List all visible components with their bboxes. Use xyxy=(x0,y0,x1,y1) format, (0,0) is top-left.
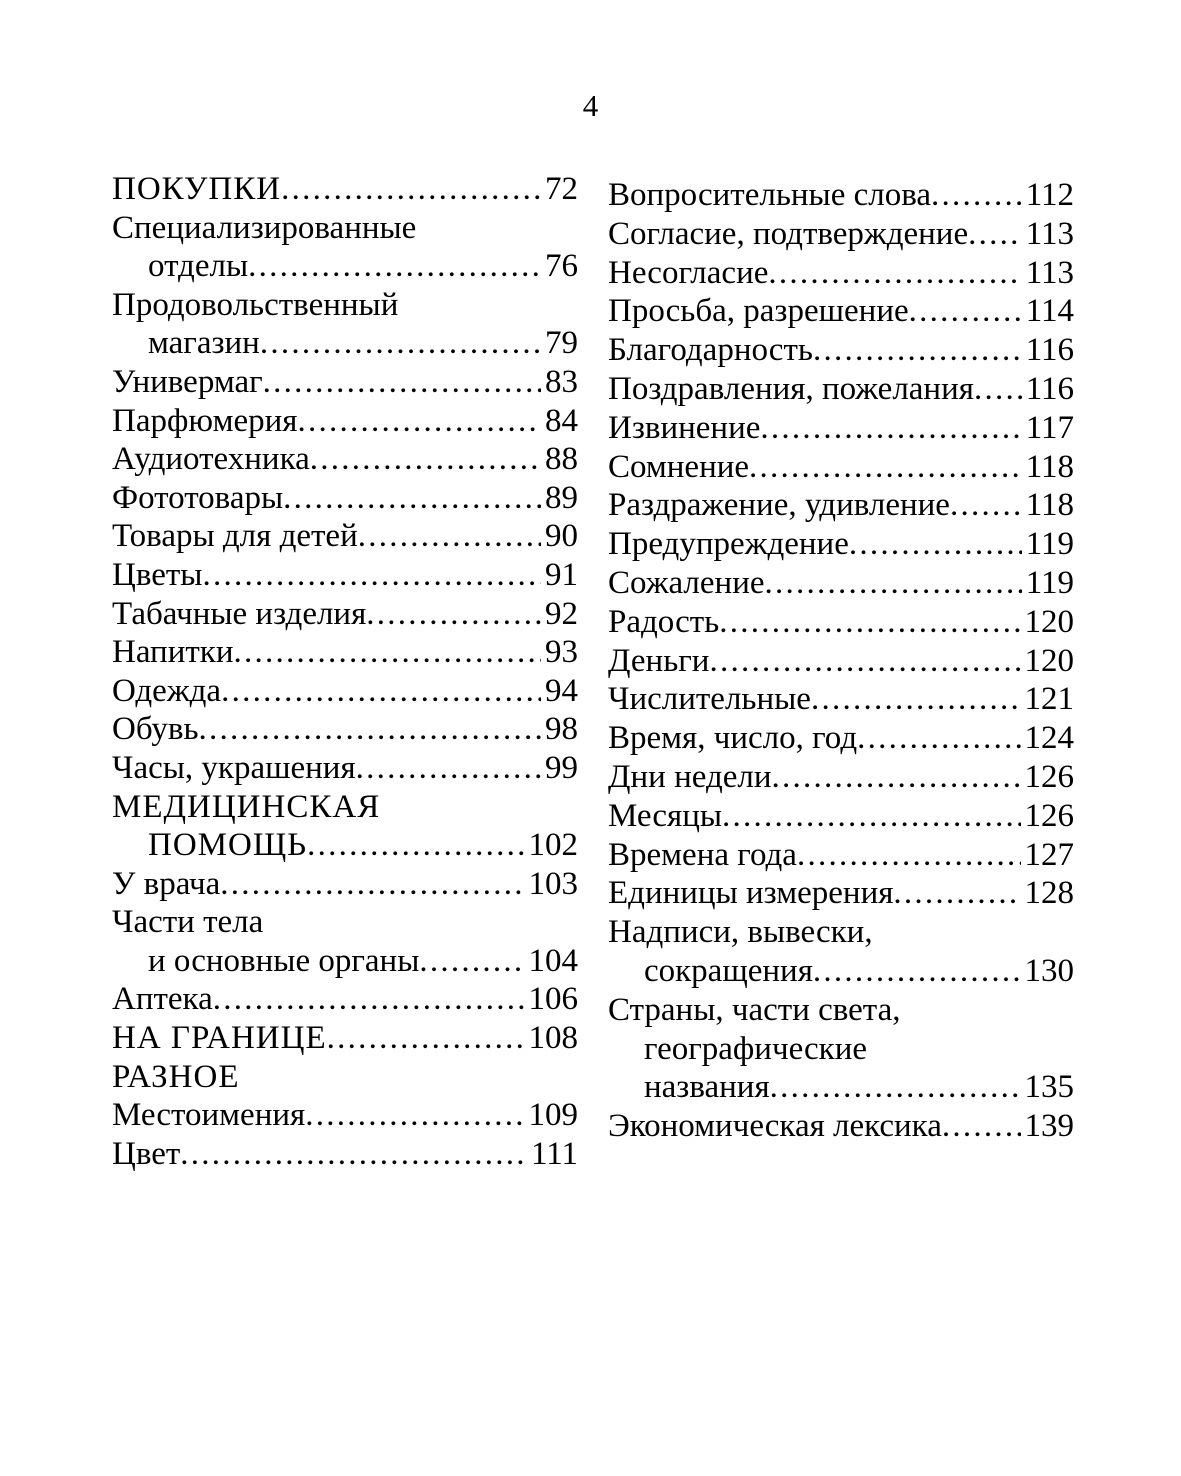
toc-entry-page: 93 xyxy=(545,634,578,671)
toc-section-heading xyxy=(112,1058,578,1097)
toc-entry-page: 126 xyxy=(1024,758,1074,795)
dot-leader xyxy=(931,176,1022,215)
toc-entry-title: Надписи, вывески, xyxy=(608,914,873,951)
toc-section-heading xyxy=(112,1019,578,1058)
toc-entry-title: Аудиотехника xyxy=(112,441,310,478)
toc-entry-title: сокращения xyxy=(644,952,813,989)
toc-entry-page: 116 xyxy=(1025,370,1074,407)
toc-entry-page: 83 xyxy=(545,363,578,400)
toc-entry-title: Извинение xyxy=(608,409,761,446)
dot-leader xyxy=(281,170,541,209)
dot-leader xyxy=(797,836,1021,875)
toc-entry xyxy=(608,448,1074,487)
toc-entry xyxy=(608,292,1074,331)
toc-entry-page: 72 xyxy=(545,171,578,207)
toc-entry xyxy=(608,564,1074,603)
toc-section-heading xyxy=(112,826,578,865)
toc-entry-title: Время, число, год xyxy=(608,720,858,757)
toc-entry xyxy=(608,331,1074,370)
toc-entry-page: 114 xyxy=(1025,293,1074,330)
toc-entry-page: 112 xyxy=(1025,177,1074,213)
toc-entry-page: 118 xyxy=(1025,487,1074,524)
toc-entry xyxy=(608,486,1074,525)
toc-entry-page: 88 xyxy=(545,441,578,478)
toc-entry xyxy=(608,642,1074,681)
toc-entry xyxy=(608,215,1074,254)
toc-entry xyxy=(608,370,1074,409)
toc-entry xyxy=(608,409,1074,448)
dot-leader xyxy=(310,440,541,479)
toc-entry xyxy=(112,749,578,788)
toc-entry-page: 104 xyxy=(528,942,578,979)
dot-leader xyxy=(248,247,541,286)
toc-entry-title: Страны, части света, xyxy=(608,991,901,1028)
toc-entry-page: 91 xyxy=(545,556,578,593)
toc-left-column xyxy=(112,170,578,1173)
dot-leader xyxy=(811,680,1021,719)
toc-entry xyxy=(608,254,1074,293)
toc-entry-title: Сомнение xyxy=(608,448,750,485)
dot-leader xyxy=(202,556,541,595)
toc-entry-page: 113 xyxy=(1025,215,1074,252)
toc-entry-title: Предупреждение xyxy=(608,526,849,563)
dot-leader xyxy=(305,1096,524,1135)
toc-entry-title: Цветы xyxy=(112,556,203,593)
dot-leader xyxy=(893,874,1020,913)
toc-entry-title: Специализированные xyxy=(112,209,417,246)
toc-entry-title: ПОКУПКИ xyxy=(112,171,282,207)
dot-leader xyxy=(849,525,1022,564)
toc-entry xyxy=(608,176,1074,215)
toc-entry xyxy=(112,1135,578,1174)
toc-entry xyxy=(112,440,578,479)
toc-entry-title: магазин xyxy=(148,325,260,362)
toc-entry-title: Парфюмерия xyxy=(112,402,298,439)
toc-entry-page: 128 xyxy=(1024,875,1074,912)
toc-entry xyxy=(608,797,1074,836)
toc-entry-title: Времена года xyxy=(608,836,797,873)
toc-entry-page: 117 xyxy=(1025,409,1074,446)
toc-entry xyxy=(112,324,578,363)
dot-leader xyxy=(419,942,524,981)
dot-leader xyxy=(297,402,541,441)
toc-entry xyxy=(112,903,578,942)
toc-entry-page: 79 xyxy=(545,325,578,362)
dot-leader xyxy=(233,633,541,672)
toc-entry-page: 139 xyxy=(1024,1108,1074,1145)
toc-entry-title: Часы, украшения xyxy=(112,749,356,786)
toc-entry-title: Табачные изделия xyxy=(112,595,367,632)
toc-entry-title: Радость xyxy=(608,603,720,640)
dot-leader xyxy=(772,758,1021,797)
dot-leader xyxy=(760,409,1021,448)
toc-entry-page: 94 xyxy=(545,672,578,709)
toc-entry xyxy=(112,942,578,981)
dot-leader xyxy=(765,564,1022,603)
toc-entry xyxy=(608,525,1074,564)
toc-entry-title: Благодарность xyxy=(608,332,813,369)
toc-entry-title: Цвет xyxy=(112,1135,181,1172)
toc-entry-page: 90 xyxy=(545,518,578,555)
toc-entry-page: 111 xyxy=(530,1135,578,1172)
toc-entry-title: Поздравления, пожелания xyxy=(608,370,974,407)
toc-entry-page: 120 xyxy=(1024,603,1074,640)
dot-leader xyxy=(180,1135,527,1174)
dot-leader xyxy=(263,363,541,402)
toc-entry-title: Вопросительные слова xyxy=(608,177,932,213)
toc-entry-title: Сожаление xyxy=(608,564,765,601)
toc-entry-page: 76 xyxy=(545,248,578,285)
toc-entry xyxy=(112,363,578,402)
toc-entry-page: 121 xyxy=(1024,681,1074,718)
toc-entry xyxy=(112,633,578,672)
toc-entry xyxy=(112,402,578,441)
toc-entry xyxy=(112,1096,578,1135)
dot-leader xyxy=(307,826,524,865)
toc-entry xyxy=(112,556,578,595)
dot-leader xyxy=(199,710,542,749)
toc-entry-page: 89 xyxy=(545,479,578,516)
toc-entry-title: Универмаг xyxy=(112,363,263,400)
toc-entry xyxy=(112,209,578,248)
toc-entry-title: Деньги xyxy=(608,642,710,679)
toc-entry-page: 103 xyxy=(528,865,578,902)
dot-leader xyxy=(813,952,1021,991)
dot-leader xyxy=(709,642,1020,681)
dot-leader xyxy=(770,1068,1021,1107)
dot-leader xyxy=(749,448,1022,487)
dot-leader xyxy=(719,603,1020,642)
toc-entry xyxy=(112,980,578,1019)
toc-entry-title: Продовольственный xyxy=(112,286,399,323)
toc-entry xyxy=(112,865,578,904)
toc-entry-title: Месяцы xyxy=(608,797,723,834)
toc-entry-title: У врача xyxy=(112,865,221,902)
dot-leader xyxy=(213,980,525,1019)
toc-entry-page: 118 xyxy=(1025,448,1074,485)
toc-entry-title: Согласие, подтверждение xyxy=(608,215,969,252)
toc-section-heading xyxy=(112,788,578,827)
toc-entry xyxy=(112,247,578,286)
toc-entry xyxy=(608,952,1074,991)
toc-entry-page: 113 xyxy=(1025,254,1074,291)
dot-leader xyxy=(220,865,524,904)
toc-entry-title: НА ГРАНИЦЕ xyxy=(112,1020,327,1057)
toc-entry-page: 109 xyxy=(528,1097,578,1134)
toc-entry xyxy=(608,603,1074,642)
toc-entry-title: Числительные xyxy=(608,681,811,718)
dot-leader xyxy=(909,292,1022,331)
dot-leader xyxy=(722,797,1020,836)
dot-leader xyxy=(942,1107,1021,1146)
toc-entry-title: ПОМОЩЬ xyxy=(148,827,308,864)
toc-entry xyxy=(608,719,1074,758)
toc-entry-title: Единицы измерения xyxy=(608,875,894,912)
dot-leader xyxy=(260,324,541,363)
toc-entry-title: Дни недели xyxy=(608,758,772,795)
dot-leader xyxy=(366,595,541,634)
dot-leader xyxy=(968,215,1022,254)
toc-entry xyxy=(608,1107,1074,1146)
page-number: 4 xyxy=(582,88,599,123)
toc-entry-title: Аптека xyxy=(112,981,213,1018)
toc-entry-title: Фототовары xyxy=(112,479,284,516)
toc-entry-title: названия xyxy=(644,1069,770,1106)
toc-entry-title: МЕДИЦИНСКАЯ xyxy=(112,788,381,825)
toc-entry-title: географические xyxy=(644,1030,868,1067)
toc-entry-page: 108 xyxy=(528,1020,578,1057)
toc-right-column xyxy=(608,176,1074,1146)
toc-entry xyxy=(608,874,1074,913)
dot-leader xyxy=(768,254,1021,293)
toc-entry-page: 124 xyxy=(1024,720,1074,757)
toc-entry-title: РАЗНОЕ xyxy=(112,1058,240,1095)
toc-entry-page: 92 xyxy=(545,595,578,632)
dot-leader xyxy=(950,486,1022,525)
toc-entry-page: 120 xyxy=(1024,642,1074,679)
toc-entry xyxy=(608,680,1074,719)
toc-entry-title: и основные органы xyxy=(148,942,420,979)
toc-entry-title: Просьба, разрешение xyxy=(608,293,909,330)
toc-entry-page: 135 xyxy=(1024,1069,1074,1106)
dot-leader xyxy=(857,719,1020,758)
dot-leader xyxy=(813,331,1022,370)
toc-entry-title: Экономическая лексика xyxy=(608,1108,942,1145)
toc-entry-page: 119 xyxy=(1025,564,1074,601)
toc-entry xyxy=(608,913,1074,952)
toc-entry xyxy=(608,758,1074,797)
toc-entry-page: 84 xyxy=(545,402,578,439)
toc-entry-title: Части тела xyxy=(112,904,264,941)
dot-leader xyxy=(327,1019,525,1058)
toc-entry-page: 127 xyxy=(1024,836,1074,873)
toc-entry xyxy=(112,479,578,518)
dot-leader xyxy=(221,672,541,711)
toc-entry xyxy=(608,836,1074,875)
toc-entry xyxy=(608,1068,1074,1107)
toc-entry-title: отделы xyxy=(148,248,249,285)
toc-entry-page: 99 xyxy=(545,749,578,786)
toc-entry-title: Товары для детей xyxy=(112,518,358,555)
toc-entry-page: 116 xyxy=(1025,332,1074,369)
toc-entry-page: 106 xyxy=(528,981,578,1018)
dot-leader xyxy=(974,370,1022,409)
toc-entry xyxy=(112,710,578,749)
toc-entry-page: 119 xyxy=(1025,526,1074,563)
toc-entry-title: Раздражение, удивление xyxy=(608,487,950,524)
dot-leader xyxy=(358,517,541,556)
toc-entry-page: 126 xyxy=(1024,797,1074,834)
toc-entry-page: 130 xyxy=(1024,952,1074,989)
toc-entry xyxy=(112,672,578,711)
toc-entry-title: Одежда xyxy=(112,672,222,709)
toc-entry-title: Напитки xyxy=(112,634,234,671)
toc-section-heading xyxy=(112,170,578,209)
toc-entry xyxy=(608,991,1074,1030)
toc-entry-title: Обувь xyxy=(112,711,199,748)
toc-entry xyxy=(112,286,578,325)
toc-entry xyxy=(112,595,578,634)
toc-entry-title: Местоимения xyxy=(112,1097,306,1134)
dot-leader xyxy=(283,479,541,518)
dot-leader xyxy=(356,749,541,788)
toc-entry-page: 102 xyxy=(528,827,578,864)
toc-entry xyxy=(608,1030,1074,1069)
toc-entry-page: 98 xyxy=(545,711,578,748)
toc-entry xyxy=(112,517,578,556)
toc-entry-title: Несогласие xyxy=(608,254,769,291)
